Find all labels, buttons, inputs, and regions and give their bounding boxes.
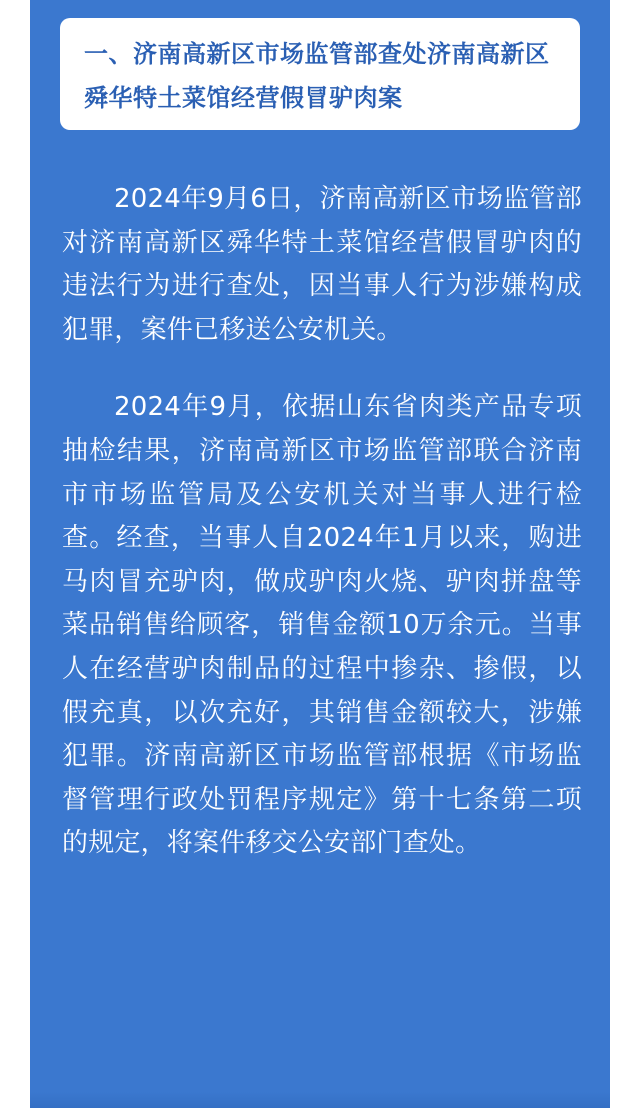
paragraph-2: 2024年9月，依据山东省肉类产品专项抽检结果，济南高新区市场监管部联合济南市市场监管局及公安机关对当事人进行检查。经查，当事人自2024年1月以来，购进马肉冒充驴肉，做成驴肉火烧、驴肉拼盘等菜品销售给顾客，销售金额10万余元。当事人在经营驴肉制品的过程中掺杂、掺假，以假充真，以次充好，其销售金额较大，涉嫌犯罪。济南高新区市场监管部根据《市场监督管理行政处罚程序规定》第十七条第二项的规定，将案件移交公安部门查处。 bbox=[62, 392, 582, 859]
paragraph-1: 2024年9月6日，济南高新区市场监管部对济南高新区舜华特土菜馆经营假冒驴肉的违法行为进行查处，因当事人行为涉嫌构成犯罪，案件已移送公安机关。 bbox=[62, 184, 582, 345]
article-body bbox=[62, 178, 582, 866]
panel-bottom-edge bbox=[30, 1092, 610, 1108]
case-title: 一、济南高新区市场监管部查处济南高新区舜华特土菜馆经营假冒驴肉案 bbox=[84, 40, 550, 112]
title-card bbox=[60, 18, 580, 130]
